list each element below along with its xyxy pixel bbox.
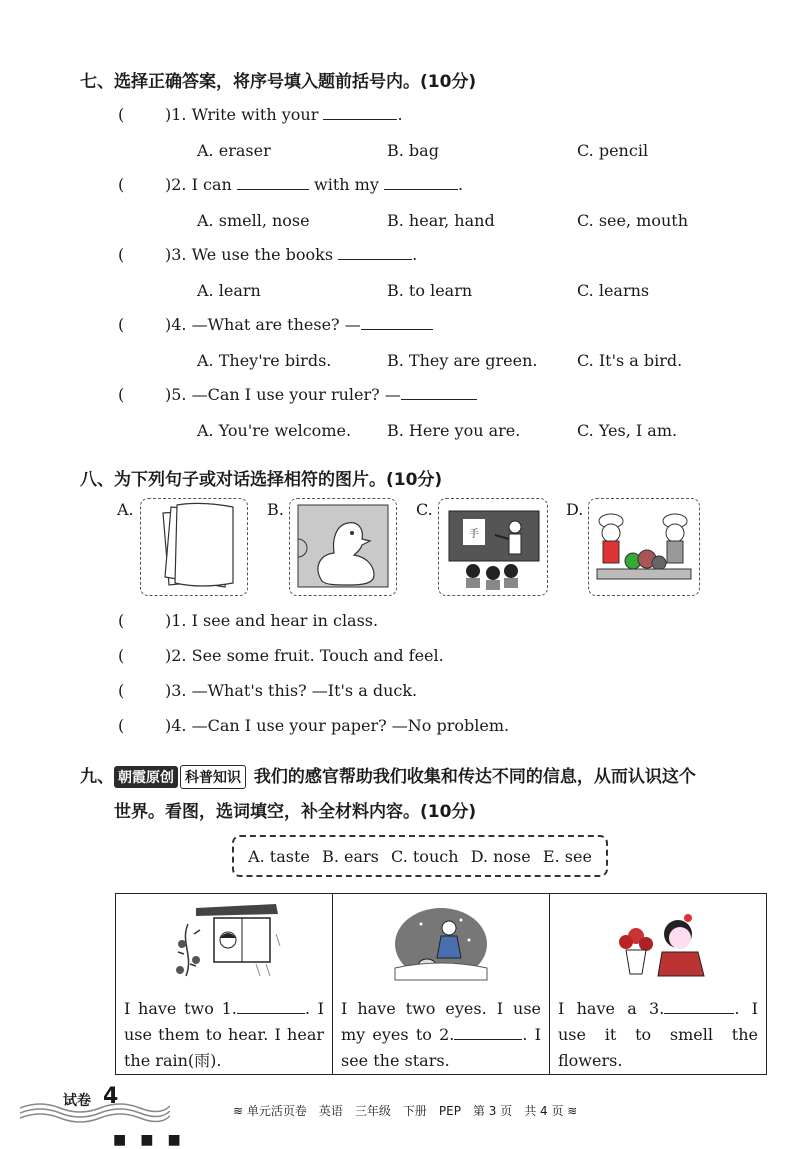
question-number: )4.: [165, 716, 187, 735]
word-option: E. see: [542, 846, 592, 866]
question-text: .: [457, 175, 464, 194]
footer-info: ≋ 单元活页卷 英语 三年级 下册 PEP 第 3 页 共 4 页 ≋: [233, 1104, 578, 1118]
girl-flowers-icon: [550, 894, 766, 992]
text-part: I have a 3.: [558, 999, 665, 1018]
question-text: with my: [314, 175, 379, 194]
answer-paren: (: [118, 175, 125, 194]
footer-label: 试卷: [63, 1093, 91, 1109]
section9-label: 九、: [80, 767, 114, 787]
question-text: We use the books: [191, 245, 334, 264]
question-item: [165, 245, 417, 264]
option-c: C. pencil: [577, 141, 649, 160]
picture-paper: [140, 498, 248, 596]
option-c: C. It's a bird.: [577, 351, 683, 370]
option-a: A. learn: [197, 281, 261, 300]
picture-classroom: [438, 498, 548, 596]
reading-text: [116, 992, 332, 1074]
stargazing-icon: [333, 894, 549, 992]
section8-title: 八、为下列句子或对话选择相符的图片。(10分): [80, 470, 443, 490]
rain-window-icon: [116, 894, 332, 992]
picture-duck-puzzle: [289, 498, 397, 596]
answer-paren: (: [118, 646, 125, 665]
answer-blank[interactable]: [664, 1012, 734, 1014]
question-item: [165, 315, 433, 334]
reading-cell: [333, 894, 550, 1075]
classroom-teacher-icon: [439, 499, 547, 595]
option-b: B. to learn: [387, 281, 473, 300]
question-number: )2.: [165, 175, 187, 194]
option-b: B. bag: [387, 141, 439, 160]
option-b: B. hear, hand: [387, 211, 495, 230]
section9-heading: [80, 762, 696, 789]
option-c: C. learns: [577, 281, 650, 300]
text-part: I have two eyes. I use my eyes to 2.: [341, 999, 541, 1044]
answer-blank[interactable]: [323, 118, 397, 120]
question-item: [165, 611, 378, 630]
answer-paren: (: [118, 716, 125, 735]
picture-label-d: D.: [566, 500, 584, 519]
section7-title: 七、选择正确答案，将序号填入题前括号内。(10分): [80, 72, 477, 92]
question-item: [165, 716, 509, 735]
reading-text: [333, 992, 549, 1074]
reading-cell: [550, 894, 767, 1075]
question-number: )2.: [165, 646, 187, 665]
answer-blank[interactable]: [338, 258, 412, 260]
question-text: .: [397, 105, 403, 124]
word-option: C. touch: [391, 846, 459, 866]
original-tag: 朝霞原创: [114, 766, 178, 788]
question-text: I can: [191, 175, 232, 194]
question-text: I see and hear in class.: [191, 611, 379, 630]
question-text: Write with your: [191, 105, 319, 124]
answer-paren: (: [118, 315, 125, 334]
question-item: [165, 385, 477, 404]
text-part: I have two 1.: [124, 999, 237, 1018]
word-option: D. nose: [470, 846, 531, 866]
answer-blank[interactable]: [361, 328, 433, 330]
wave-decoration-icon: [20, 1086, 170, 1126]
question-text: —What are these? —: [191, 315, 361, 334]
picture-label-a: A.: [117, 500, 134, 519]
blackboard-card-text: 手: [469, 529, 479, 540]
answer-blank[interactable]: [454, 1038, 522, 1040]
question-item: [165, 175, 463, 194]
reading-table: [115, 893, 767, 1075]
option-b: B. They are green.: [387, 351, 538, 370]
question-text: .: [412, 245, 418, 264]
answer-paren: (: [118, 681, 125, 700]
answer-blank[interactable]: [401, 398, 477, 400]
question-item: [165, 105, 403, 124]
bullet-icon: ■: [167, 1132, 195, 1148]
option-a: A. You're welcome.: [197, 421, 352, 440]
paper-stack-icon: [141, 499, 247, 595]
answer-paren: (: [118, 385, 125, 404]
question-item: [165, 646, 444, 665]
footer-bullets: [113, 1132, 195, 1148]
picture-fruit: [588, 498, 700, 596]
option-a: A. eraser: [197, 141, 271, 160]
picture-label-b: B.: [267, 500, 284, 519]
children-fruit-icon: [589, 499, 699, 595]
bullet-icon: ■: [140, 1132, 168, 1148]
picture-label-c: C.: [416, 500, 433, 519]
word-bank: [232, 835, 608, 877]
answer-paren: (: [118, 105, 125, 124]
question-number: )1.: [165, 105, 187, 124]
text-part: . I use them to hear. I hear the rain(雨).: [124, 999, 325, 1070]
answer-paren: (: [118, 611, 125, 630]
reading-cell: [116, 894, 333, 1075]
science-tag: 科普知识: [180, 765, 246, 789]
option-b: B. Here you are.: [387, 421, 521, 440]
word-option: B. ears: [322, 846, 379, 866]
question-text: —Can I use your ruler? —: [191, 385, 401, 404]
option-c: C. Yes, I am.: [577, 421, 678, 440]
option-c: C. see, mouth: [577, 211, 689, 230]
section9-line2: 世界。看图，选词填空，补全材料内容。(10分): [114, 802, 477, 822]
question-number: )5.: [165, 385, 187, 404]
question-text: See some fruit. Touch and feel.: [191, 646, 444, 665]
word-option: A. taste: [248, 846, 310, 866]
question-number: )4.: [165, 315, 187, 334]
answer-blank[interactable]: [237, 1012, 305, 1014]
answer-paren: (: [118, 245, 125, 264]
answer-blank[interactable]: [237, 188, 309, 190]
text-part: . I use it to smell the flowers.: [558, 999, 758, 1070]
bullet-icon: ■: [113, 1132, 141, 1148]
option-a: A. smell, nose: [197, 211, 310, 230]
question-number: )1.: [165, 611, 187, 630]
question-item: [165, 681, 417, 700]
question-text: —Can I use your paper? —No problem.: [191, 716, 510, 735]
section9-line1: 我们的感官帮助我们收集和传达不同的信息，从而认识这个: [253, 767, 696, 787]
text-part: . I see the stars.: [341, 1025, 541, 1070]
question-number: )3.: [165, 245, 187, 264]
footer-page-number: 4: [103, 1084, 119, 1109]
question-number: )3.: [165, 681, 187, 700]
answer-blank[interactable]: [384, 188, 458, 190]
reading-text: [550, 992, 766, 1074]
duck-puzzle-icon: [290, 499, 396, 595]
option-a: A. They're birds.: [197, 351, 332, 370]
question-text: —What's this? —It's a duck.: [191, 681, 418, 700]
footer-wave: [20, 1086, 170, 1126]
